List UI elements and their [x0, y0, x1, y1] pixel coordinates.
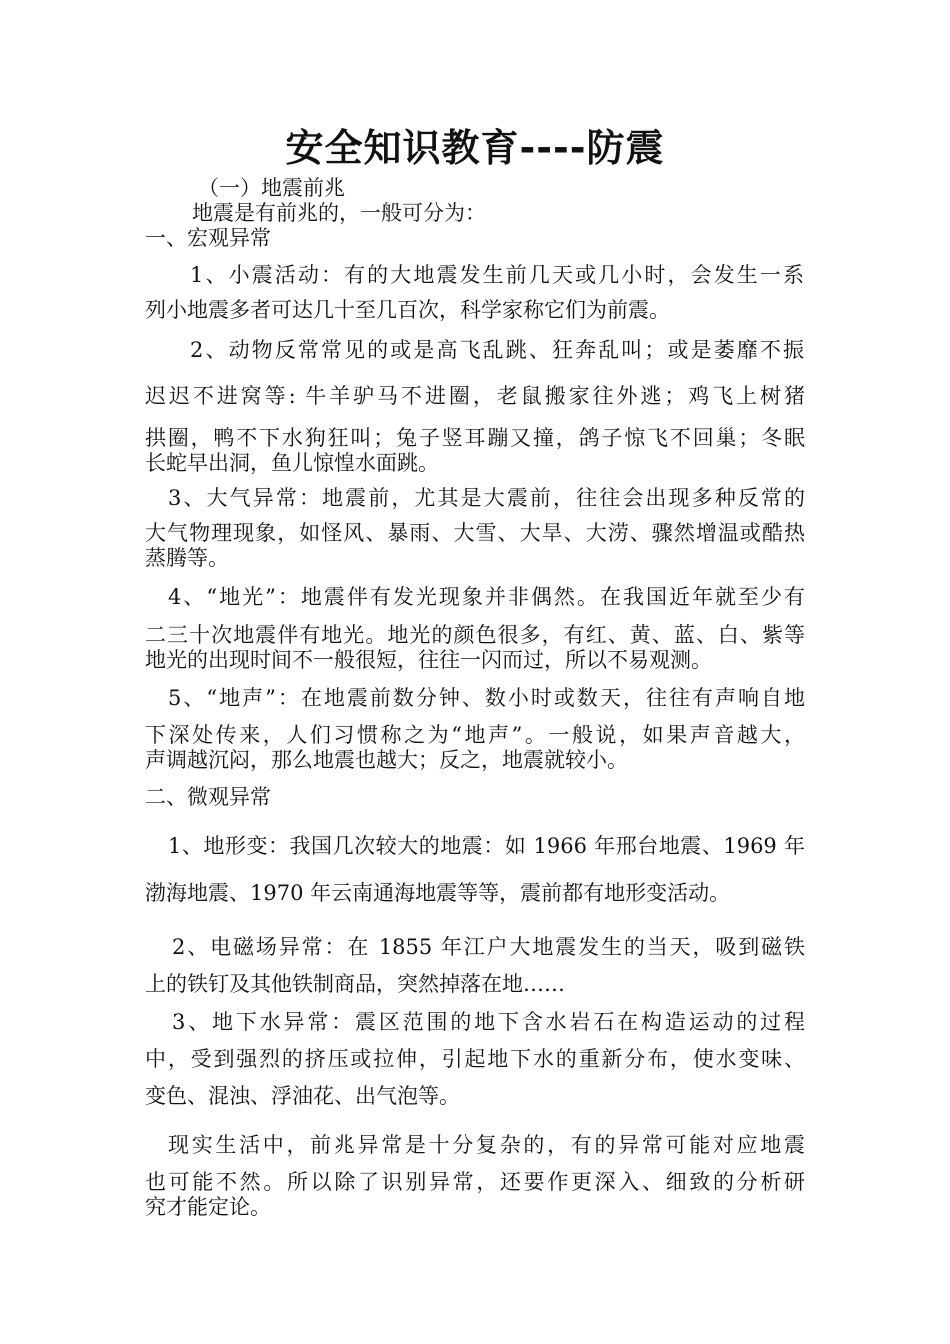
text-line: 声调越沉闷，那么地震也越大；反之，地震就较小。 [145, 748, 628, 772]
text-line: 3、地下水异常：震区范围的地下含水岩石在构造运动的过程 [172, 1010, 805, 1034]
text-line: 究才能定论。 [145, 1195, 271, 1219]
text-line: 3、大气异常：地震前，尤其是大震前，往往会出现多种反常的 [168, 486, 805, 510]
text-line: 4、“地光”：地震伴有发光现象并非偶然。在我国近年就至少有 [168, 585, 805, 609]
text-line: 列小地震多者可达几十至几百次，科学家称它们为前震。 [145, 298, 670, 322]
text-line: 二三十次地震伴有地光。地光的颜色很多，有红、黄、蓝、白、紫等 [145, 623, 805, 647]
text-line: 上的铁钉及其他铁制商品，突然掉落在地…… [145, 972, 565, 996]
text-line: 蒸腾等。 [145, 546, 229, 570]
text-line: 1、小震活动：有的大地震发生前几天或几小时，会发生一系 [190, 263, 804, 287]
document-title: 安全知识教育----防震 [285, 126, 665, 170]
section-heading: 二、微观异常 [145, 785, 271, 809]
text-line: 迟迟不进窝等: 牛羊驴马不进圈，老鼠搬家往外逃；鸡飞上树猪 [145, 384, 805, 408]
text-line: 5、“地声”：在地震前数分钟、数小时或数天，往往有声响自地 [168, 686, 805, 710]
section-heading: 一、宏观异常 [145, 226, 271, 250]
text-line: 变色、混浊、浮油花、出气泡等。 [145, 1084, 460, 1108]
text-line: 下深处传来，人们习惯称之为“地声”。一般说，如果声音越大， [145, 723, 805, 747]
text-line: 中，受到强烈的挤压或拉伸，引起地下水的重新分布，使水变味、 [145, 1047, 805, 1071]
text-line: 地光的出现时间不一般很短，往往一闪而过，所以不易观测。 [145, 648, 712, 672]
text-line: 长蛇早出洞，鱼儿惊惶水面跳。 [145, 451, 439, 475]
text-line: 大气物理现象，如怪风、暴雨、大雪、大旱、大涝、骤然增温或酷热 [145, 521, 805, 545]
text-line: 2、电磁场异常：在 1855 年江户大地震发生的当天，吸到磁铁 [172, 935, 805, 959]
text-line: 1、地形变：我国几次较大的地震：如 1966 年邢台地震、1969 年 [168, 834, 805, 858]
text-line: 拱圈，鸭不下水狗狂叫；兔子竖耳蹦又撞，鸽子惊飞不回巢；冬眠 [145, 426, 805, 450]
text-line: （一）地震前兆 [198, 176, 345, 200]
text-line: 地震是有前兆的，一般可分为： [192, 201, 486, 225]
text-line: 也可能不然。所以除了识别异常，还要作更深入、细致的分析研 [145, 1170, 805, 1194]
text-line: 2、动物反常常见的或是高飞乱跳、狂奔乱叫；或是萎靡不振 [190, 338, 804, 362]
text-line: 现实生活中，前兆异常是十分复杂的，有的异常可能对应地震 [168, 1133, 805, 1157]
text-line: 渤海地震、1970 年云南通海地震等等，震前都有地形变活动。 [145, 881, 731, 905]
